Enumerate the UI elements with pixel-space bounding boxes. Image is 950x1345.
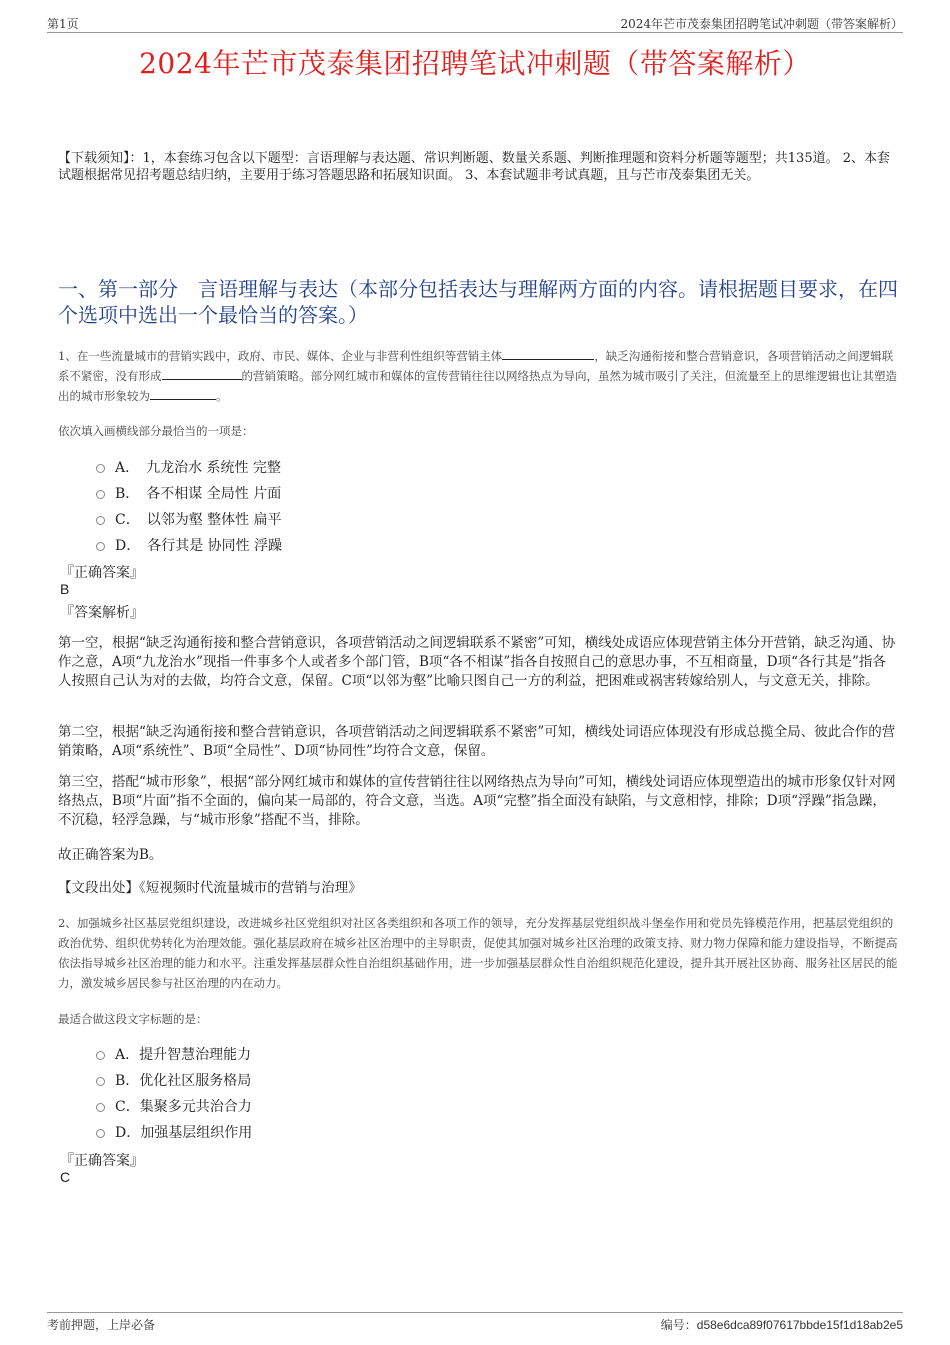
analysis-para-1: 第一空，根据“缺乏沟通衔接和整合营销意识，各项营销活动之间逻辑联系不紧密”可知，横线处成语应体现营销主体分开营销，缺乏沟通、协作之意，A项“九龙治水”现指一件事多个人或者多个部门管，B项“各不相谋”指各自按照自己的意思办事，不互相商量，D项“各行其是”指各人按照自己认为对的去做，均符合文意，保留。C项“以邻为壑”比喻只图自己一方的利益，把困难或祸害转嫁给别人，与文意无关，排除。 bbox=[58, 635, 896, 689]
analysis-source: 【文段出处】《短视频时代流量城市的营销与治理》 bbox=[58, 880, 362, 896]
blank-1 bbox=[502, 347, 594, 360]
q2-option-d[interactable]: D．加强基层组织作用 bbox=[96, 1122, 252, 1142]
radio-icon[interactable] bbox=[96, 1129, 105, 1138]
radio-icon[interactable] bbox=[96, 542, 105, 551]
q1-analysis-label: 『答案解析』 bbox=[60, 605, 144, 621]
analysis-para-3: 第三空，搭配“城市形象”，根据“部分网红城市和媒体的宣传营销往往以网络热点为导向”可知，横线处词语应体现塑造出的城市形象仅针对网络热点，B项“片面”指不全面的，偏向某一局部的，符合文意，当选。A项“完整”指全面没有缺陷，与文意相悖，排除；D项“浮躁”指急躁，不沉稳，轻浮急躁，与“城市形象”搭配不当，排除。 bbox=[58, 774, 896, 828]
q2-option-a[interactable]: A．提升智慧治理能力 bbox=[96, 1044, 251, 1064]
page-footer bbox=[47, 1312, 903, 1335]
question-1-prompt: 依次填入画横线部分最恰当的一项是： bbox=[58, 424, 254, 438]
blank-3 bbox=[150, 387, 216, 400]
radio-icon[interactable] bbox=[96, 1051, 105, 1060]
question-2-prompt: 最适合做这段文字标题的是： bbox=[58, 1012, 208, 1026]
footer-code: 编号：d58e6dca89f07617bbde15f1d18ab2e5 bbox=[660, 1318, 903, 1332]
document-title: 2024年芒市茂泰集团招聘笔试冲刺题（带答案解析） bbox=[139, 47, 811, 80]
radio-icon[interactable] bbox=[96, 464, 105, 473]
q1-answer-label: 『正确答案』 bbox=[60, 565, 144, 581]
footer-slogan: 考前押题，上岸必备 bbox=[47, 1318, 156, 1332]
q2-option-c[interactable]: C．集聚多元共治合力 bbox=[96, 1096, 252, 1116]
q2-answer: C bbox=[60, 1169, 71, 1185]
analysis-para-2: 第二空，根据“缺乏沟通衔接和整合营销意识，各项营销活动之间逻辑联系不紧密”可知，横线处词语应体现没有形成总揽全局、彼此合作的营销策略，A项“系统性”、B项“全局性”、D项“协同性”均符合文意，保留。 bbox=[58, 724, 896, 759]
page-number: 第1页 bbox=[47, 17, 79, 31]
radio-icon[interactable] bbox=[96, 516, 105, 525]
section-title: 一、第一部分 言语理解与表达（本部分包括表达与理解两方面的内容。请根据题目要求，在四个选项中选出一个最恰当的答案。） bbox=[58, 277, 898, 327]
q1-option-a[interactable]: A． 九龙治水 系统性 完整 bbox=[96, 457, 281, 477]
radio-icon[interactable] bbox=[96, 1103, 105, 1112]
header-doc-title: 2024年芒市茂泰集团招聘笔试冲刺题（带答案解析） bbox=[620, 17, 903, 31]
question-2-text: 2、加强城乡社区基层党组织建设，改进城乡社区党组织对社区各类组织和各项工作的领导，充分发挥基层党组织战斗堡垒作用和党员先锋模范作用，把基层党组织的政治优势、组织优势转化为治理效能。强化基层政府在城乡社区治理中的主导职责，促使其加强对城乡社区治理的政策支持、财力物力保障和能力建设指导，不断提高依法指导城乡社区治理的能力和水平。注重发挥基层群众性自治组织基础作用，进一步加强基层群众性自治组织规范化建设，提升其开展社区协商、服务社区居民的能力，激发城乡居民参与社区治理的内在动力。 bbox=[58, 916, 898, 990]
q1-option-b[interactable]: B． 各不相谋 全局性 片面 bbox=[96, 483, 281, 503]
question-1-text: 1、在一些流量城市的营销实践中，政府、市民、媒体、企业与非营利性组织等营销主体 ，缺乏沟通衔接和整合营销意识，各项营销活动之间逻辑联系不紧密，没有形成 的营销策略。部分网红城市和媒体的宣传营销往往以网络热点为导向，虽然为城市吸引了关注，但流量至上的思维逻辑也让其塑造出的城市形象较为 。 bbox=[58, 349, 897, 403]
q1-answer: B bbox=[60, 581, 70, 597]
q1-option-c[interactable]: C． 以邻为壑 整体性 扁平 bbox=[96, 509, 282, 529]
download-notice: 【下载须知】：1，本套练习包含以下题型：言语理解与表达题、常识判断题、数量关系题、判断推理题和资料分析题等题型；共135道。 2、本套试题根据常见招考题总结归纳，主要用于练习答题思路和拓展知识面。 3、本套试题非考试真题，且与芒市茂泰集团无关。 bbox=[58, 151, 890, 183]
q1-option-d[interactable]: D． 各行其是 协同性 浮躁 bbox=[96, 535, 282, 555]
q2-answer-label: 『正确答案』 bbox=[60, 1153, 144, 1169]
page-header bbox=[47, 14, 903, 33]
q2-option-b[interactable]: B．优化社区服务格局 bbox=[96, 1070, 251, 1090]
analysis-conclusion: 故正确答案为B。 bbox=[58, 847, 163, 863]
radio-icon[interactable] bbox=[96, 1077, 105, 1086]
radio-icon[interactable] bbox=[96, 490, 105, 499]
blank-2 bbox=[162, 367, 242, 380]
